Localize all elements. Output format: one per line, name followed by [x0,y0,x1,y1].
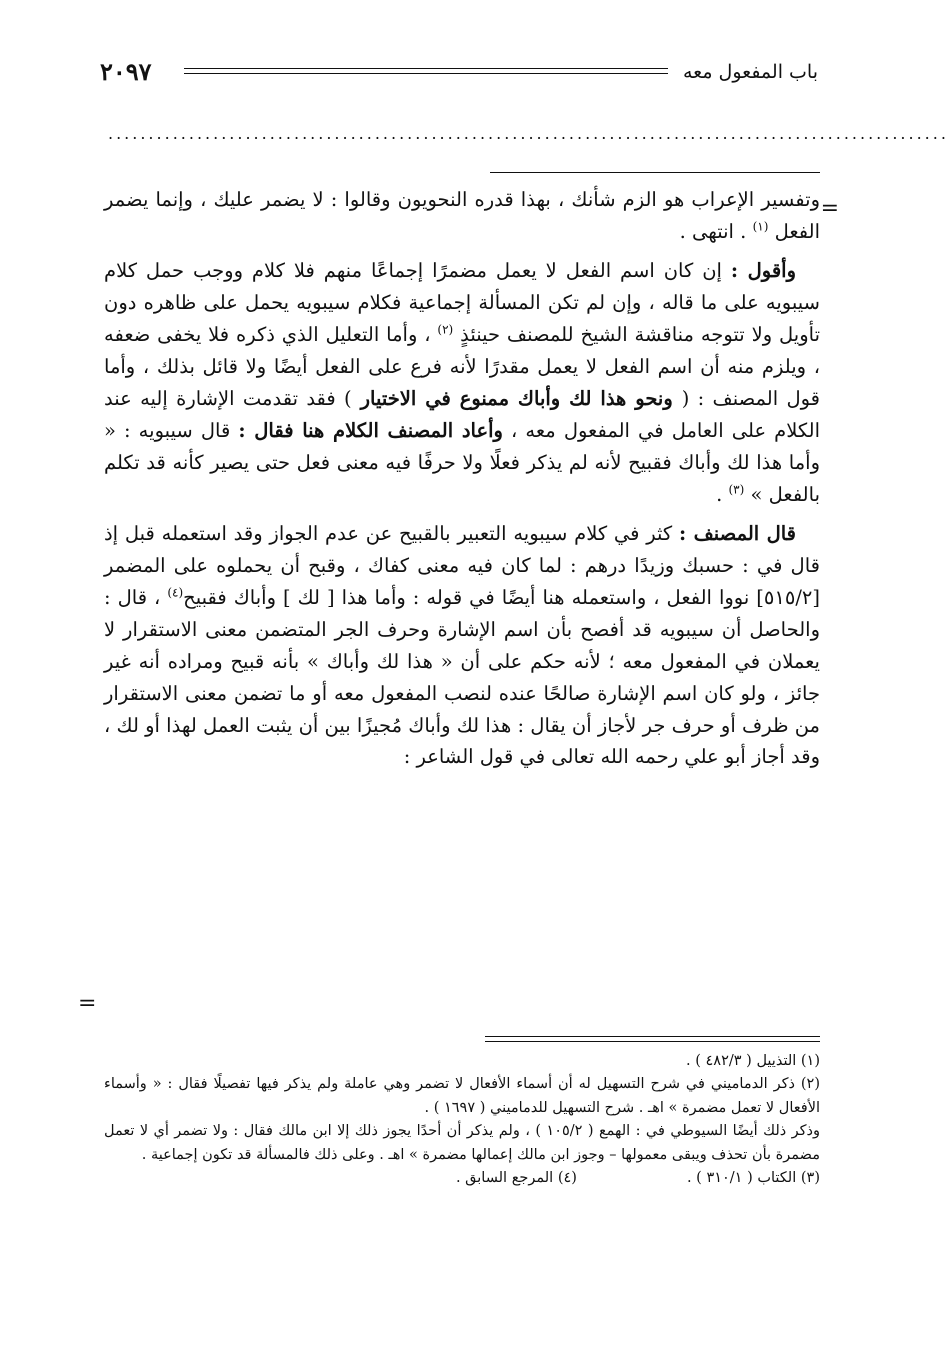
chapter-title: باب المفعول معه [682,61,818,83]
footnote-rule [485,1036,820,1042]
p3-text-a: كثر في كلام سيبويه التعبير بالقبيح عن عدم الجواز وقد استعمله قبل إذ قال في : حسبك وزيدًا درهم : لما كان فيه معنى كفاك ، وقبح أن يحملوه على المضمر [٥١٥/٢] نووا الفعل ، واستعمله هنا أيضًا في قوله : وأما هذا [ لك ] وأباك فقبيح [104,521,820,609]
p1-text: وتفسير الإعراب هو الزم شأنك ، بهذا قدره النحويون وقالوا : لا يضمر عليك ، وإنما يضمر الفعل [104,188,820,243]
page-number: ٢٠٩٧ [100,57,152,86]
footnote-2: (٢) ذكر الدماميني في شرح التسهيل له أن أسماء الأفعال لا تضمر وهي عاملة ولم يذكر فيها تفصيلًا فقال : « وأسماء الأفعال لا تعمل مضمرة » اهـ . شرح التسهيل للدماميني ( ١٦٩٧ ) . [104,1076,820,1116]
footnote-4: (٤) المرجع السابق . [455,1170,577,1187]
footnote-2-continued: وذكر ذلك أيضًا السيوطي في : الهمع ( ١٠٥/٢ ) ، ولم يذكر أن أحدًا يجوز ذلك إلا ابن مالك فقال : ولا تضمر أي لا تعمل مضمرة بأن تحذف ويبقى معمولها – وجوز ابن مالك إعمالها مضمرة » اهـ . وعلى ذلك فالمسألة قد تكون إجماعية . [104,1123,820,1163]
p1-end: . انتهى . [679,219,753,243]
main-text [104,184,820,780]
footnote-1: (١) التذييل ( ٤٨٢/٣ ) . [686,1053,820,1069]
footnote-ref-1: (١) [752,219,769,234]
page-header [100,52,818,92]
footnote-ref-4: (٤) [167,585,184,600]
footnotes [104,1050,820,1191]
footnotes-last-row [104,1167,820,1190]
continuation-mark-top: = [820,196,839,221]
footnote-ref-2: (٢) [437,322,454,337]
paragraph-1 [104,184,820,248]
p3-lead: قال المصنف : [679,521,797,545]
short-rule [490,172,820,173]
p2-quote: ونحو هذا لك وأباك ممنوع في الاختيار [351,386,682,410]
p2-text-d: قال سيبويه : « وأما هذا لك وأباك فقبيح لأنه لم يذكر فعلًا ولا حرفًا فيه معنى فعل حتى يصير كأنه قد تكلم بالفعل » [104,418,820,506]
p2-lead: وأقول : [730,258,796,282]
p2-end: . [716,482,729,506]
continuation-mark-bottom: = [78,991,97,1016]
footnote-ref-3: (٣) [728,482,745,497]
paragraph-3 [104,518,820,774]
dotted-separator: ........................................................................................................ [108,124,949,143]
paragraph-2 [104,255,820,511]
p3-text-b: ، قال : والحاصل أن سيبويه قد أفصح بأن اسم الإشارة وحرف الجر المتضمن معنى الاستقرار لا يعملان في المفعول معه ؛ لأنه حكم على أن « هذا لك وأباك » بأنه قبيح ومراده أنه غير جائز ، ولو كان اسم الإشارة صالحًا عنده لنصب المفعول معه أو ما تضمن معنى الاستقرار من ظرف أو حرف جر لأجاز أن يقال : هذا لك وأباك مُجيزًا بين أن يثبت العمل لهذا أو لك ، وقد أجاز أبو علي رحمه الله تعالى في قول الشاعر : [104,585,820,769]
header-rule [184,68,668,74]
p2-text-b: ، وأما التعليل الذي ذكره فلا يخفى ضعفه ، ويلزم منه أن اسم الفعل لا يعمل مقدرًا لأنه فرع على الفعل أيضًا ولا قائل بذلك ، وأما قول المصنف : ( [104,322,821,410]
footnote-3: (٣) الكتاب ( ٣١٠/١ ) . [686,1170,820,1187]
p2-bold2: وأعاد المصنف الكلام هنا فقال : [238,418,503,442]
p2-text-c: ) فقد تقدمت الإشارة إليه عند الكلام على العامل في المفعول معه ، [104,386,821,442]
p2-text-a: إن كان اسم الفعل لا يعمل مضمرًا إجماعًا منهم فلا كلام ووجب حمل كلام سيبويه على ما قاله ، وإن لم تكن المسألة إجماعية فكلام سيبويه يحمل على ظاهره دون تأويل ولا تتوجه مناقشة الشيخ للمصنف حينئذٍ [104,258,820,346]
